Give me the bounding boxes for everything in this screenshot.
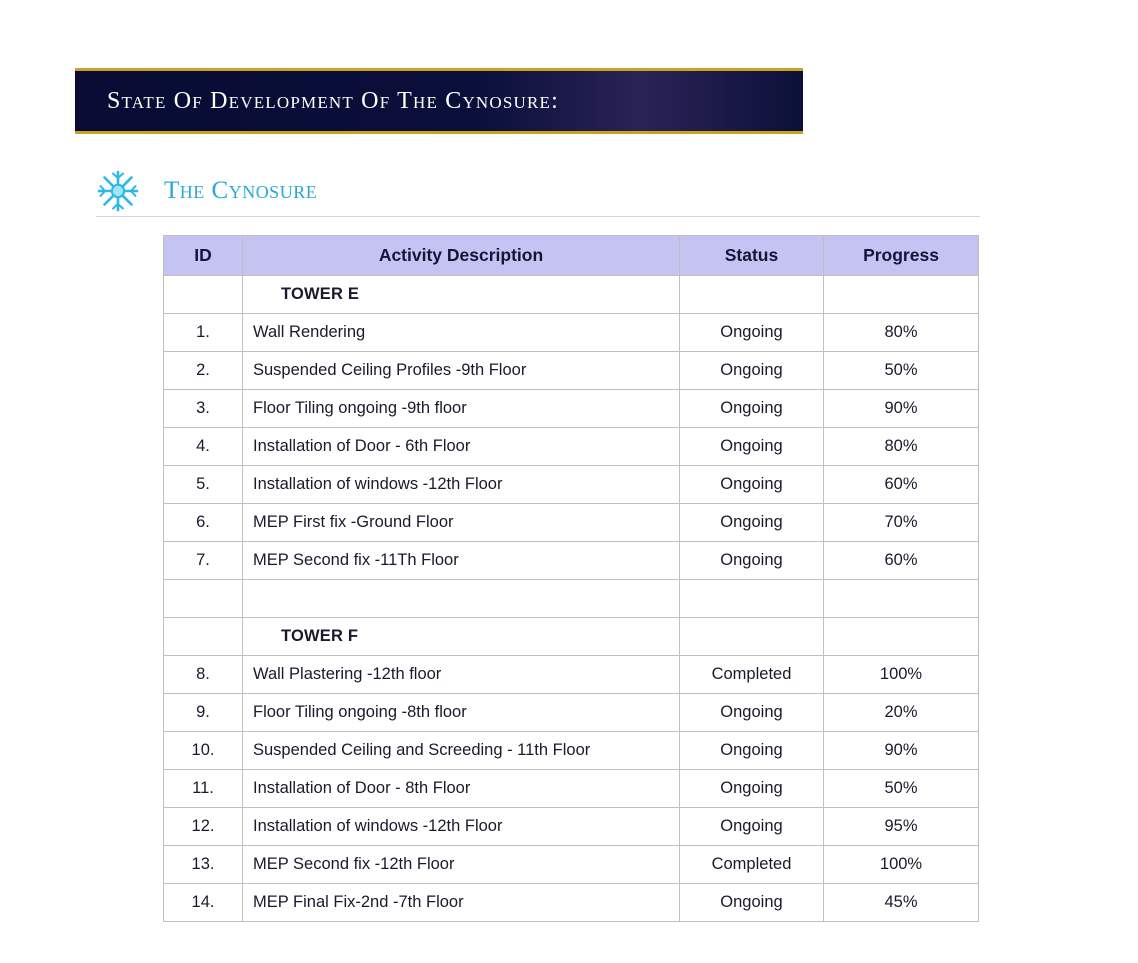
cell-status — [680, 618, 824, 656]
cell-progress: 60% — [824, 466, 979, 504]
cell-status: Ongoing — [680, 504, 824, 542]
cell-status — [680, 580, 824, 618]
cell-status: Completed — [680, 846, 824, 884]
cell-progress: 45% — [824, 884, 979, 922]
title-banner — [75, 68, 803, 134]
cell-status: Ongoing — [680, 770, 824, 808]
table-row — [164, 428, 979, 466]
status-table-container — [163, 235, 978, 922]
cell-activity: Floor Tiling ongoing -8th floor — [243, 694, 680, 732]
cell-progress: 90% — [824, 732, 979, 770]
cell-activity: Installation of Door - 8th Floor — [243, 770, 680, 808]
cell-status: Ongoing — [680, 694, 824, 732]
cell-status: Ongoing — [680, 314, 824, 352]
table-body — [164, 276, 979, 922]
cell-activity: MEP First fix -Ground Floor — [243, 504, 680, 542]
cell-id: 12. — [164, 808, 243, 846]
cell-status: Ongoing — [680, 390, 824, 428]
cell-status: Ongoing — [680, 884, 824, 922]
snowflake-logo-icon — [96, 169, 140, 213]
table-spacer-row — [164, 580, 979, 618]
table-header-row — [164, 236, 979, 276]
table-row — [164, 846, 979, 884]
table-row — [164, 542, 979, 580]
cell-progress — [824, 580, 979, 618]
cell-status: Ongoing — [680, 352, 824, 390]
cell-activity: Installation of windows -12th Floor — [243, 466, 680, 504]
cell-id: 4. — [164, 428, 243, 466]
cell-id: 7. — [164, 542, 243, 580]
cell-status — [680, 276, 824, 314]
cell-activity: MEP Second fix -11Th Floor — [243, 542, 680, 580]
cell-progress: 95% — [824, 808, 979, 846]
table-row — [164, 884, 979, 922]
cell-activity: TOWER E — [243, 276, 680, 314]
table-row — [164, 390, 979, 428]
cell-progress: 90% — [824, 390, 979, 428]
cell-id — [164, 580, 243, 618]
cell-status: Ongoing — [680, 732, 824, 770]
table-row — [164, 694, 979, 732]
column-header-id: ID — [164, 236, 243, 276]
cell-id: 8. — [164, 656, 243, 694]
cell-activity — [243, 580, 680, 618]
cell-activity: Floor Tiling ongoing -9th floor — [243, 390, 680, 428]
section-title: The Cynosure — [164, 176, 318, 204]
cell-progress: 20% — [824, 694, 979, 732]
cell-progress — [824, 618, 979, 656]
cell-activity: Installation of windows -12th Floor — [243, 808, 680, 846]
cell-progress: 80% — [824, 428, 979, 466]
cell-id — [164, 618, 243, 656]
column-header-status: Status — [680, 236, 824, 276]
cell-activity: MEP Second fix -12th Floor — [243, 846, 680, 884]
cell-id: 1. — [164, 314, 243, 352]
cell-activity: Installation of Door - 6th Floor — [243, 428, 680, 466]
cell-activity: TOWER F — [243, 618, 680, 656]
section-header — [96, 165, 980, 217]
cell-id: 3. — [164, 390, 243, 428]
cell-id: 2. — [164, 352, 243, 390]
column-header-progress: Progress — [824, 236, 979, 276]
table-row — [164, 808, 979, 846]
cell-activity: Wall Rendering — [243, 314, 680, 352]
cell-status: Ongoing — [680, 466, 824, 504]
cell-id: 14. — [164, 884, 243, 922]
table-group-row — [164, 618, 979, 656]
cell-id: 11. — [164, 770, 243, 808]
cell-status: Completed — [680, 656, 824, 694]
cell-progress: 100% — [824, 846, 979, 884]
cell-status: Ongoing — [680, 542, 824, 580]
cell-progress: 100% — [824, 656, 979, 694]
table-row — [164, 504, 979, 542]
table-row — [164, 770, 979, 808]
cell-activity: Wall Plastering -12th floor — [243, 656, 680, 694]
cell-id: 13. — [164, 846, 243, 884]
cell-progress — [824, 276, 979, 314]
cell-status: Ongoing — [680, 808, 824, 846]
cell-id: 6. — [164, 504, 243, 542]
table-row — [164, 656, 979, 694]
cell-activity: Suspended Ceiling Profiles -9th Floor — [243, 352, 680, 390]
cell-id: 10. — [164, 732, 243, 770]
table-row — [164, 466, 979, 504]
cell-status: Ongoing — [680, 428, 824, 466]
table-row — [164, 732, 979, 770]
column-header-activity: Activity Description — [243, 236, 680, 276]
cell-progress: 70% — [824, 504, 979, 542]
cell-progress: 80% — [824, 314, 979, 352]
cell-id: 9. — [164, 694, 243, 732]
cell-progress: 50% — [824, 352, 979, 390]
cell-progress: 60% — [824, 542, 979, 580]
status-table — [163, 235, 979, 922]
cell-id: 5. — [164, 466, 243, 504]
cell-activity: Suspended Ceiling and Screeding - 11th Floor — [243, 732, 680, 770]
cell-progress: 50% — [824, 770, 979, 808]
cell-id — [164, 276, 243, 314]
cell-activity: MEP Final Fix-2nd -7th Floor — [243, 884, 680, 922]
page-title: State Of Development Of The Cynosure: — [107, 87, 560, 114]
table-row — [164, 352, 979, 390]
table-group-row — [164, 276, 979, 314]
table-row — [164, 314, 979, 352]
